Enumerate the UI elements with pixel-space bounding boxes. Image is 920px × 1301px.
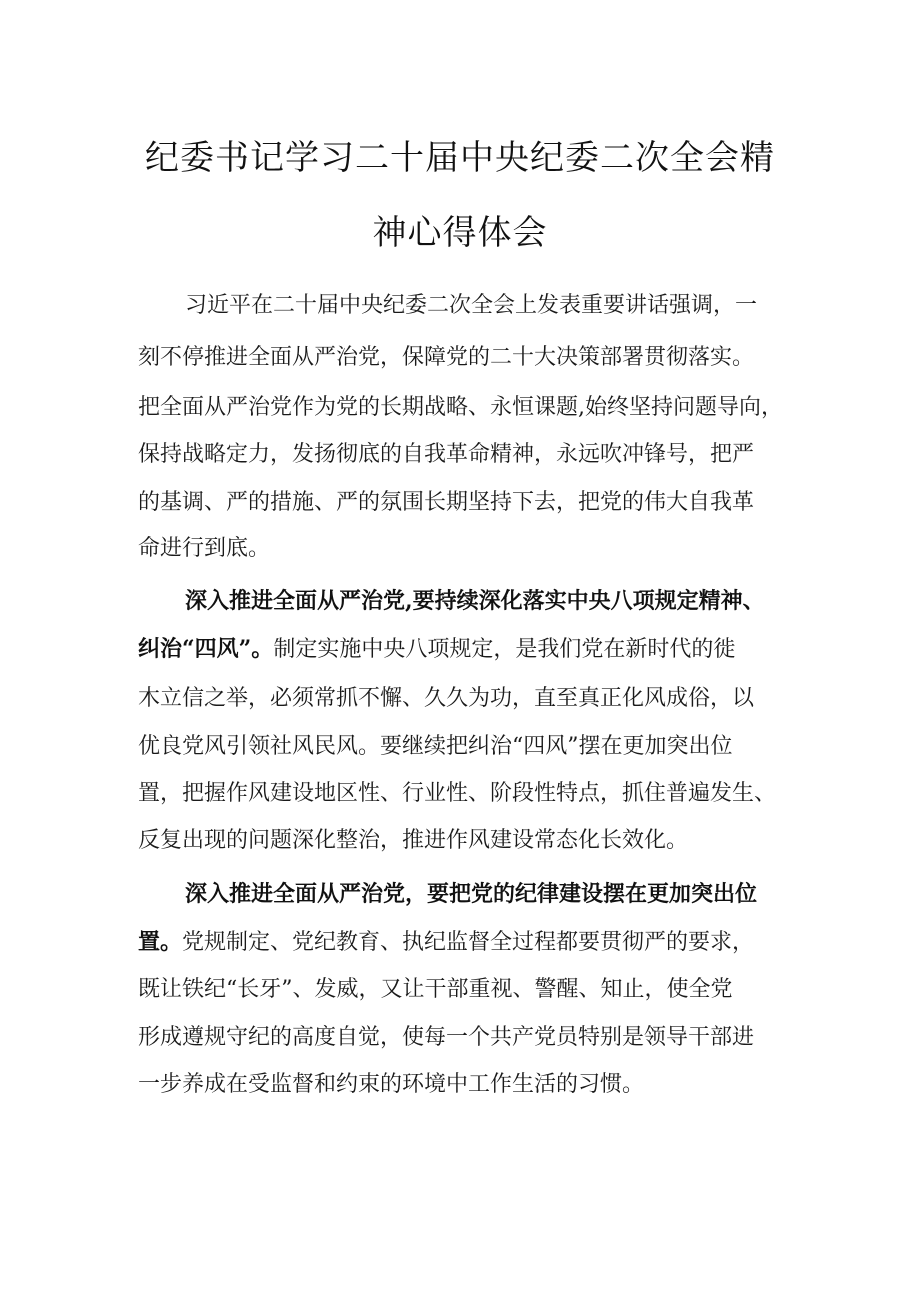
title-line-1: 纪委书记学习二十届中央纪委二次全会精 [145, 138, 775, 178]
p2-line-2-bold: 纠治“四风”。 [138, 636, 274, 662]
p1-line-3: 把全面从严治党作为党的长期战略、永恒课题,始终坚持问题导向， [138, 395, 783, 420]
p3-line-3: 既让铁纪“长牙”、发威，又让干部重视、警醒、知止，使全党 [138, 977, 733, 1002]
p2-line-2 [138, 634, 818, 665]
p1-line-6: 命进行到底。 [138, 536, 271, 561]
p3-line-5: 一步养成在受监督和约束的环境中工作生活的习惯。 [138, 1072, 645, 1097]
p1-line-4: 保持战略定力，发扬彻底的自我革命精神，永远吹冲锋号，把严 [138, 442, 755, 467]
p3-line-4: 形成遵规守纪的高度自觉，使每一个共产党员特别是领导干部进 [138, 1025, 755, 1050]
p3-line-2 [138, 927, 818, 958]
p1-line-1: 习近平在二十届中央纪委二次全会上发表重要讲话强调，一 [185, 293, 758, 318]
p3-line-1: 深入推进全面从严治党，要把党的纪律建设摆在更加突出位 [185, 881, 758, 907]
p2-line-4: 优良党风引领社风民风。要继续把纠治“四风”摆在更加突出位 [138, 734, 733, 759]
p2-line-3: 木立信之举，必须常抓不懈、久久为功，直至真正化风成俗，以 [138, 686, 755, 711]
p1-line-5: 的基调、严的措施、严的氛围长期坚持下去，把党的伟大自我革 [138, 490, 755, 515]
title-line-2: 神心得体会 [372, 213, 548, 253]
p2-line-2-rest: 制定实施中央八项规定，是我们党在新时代的徙 [273, 637, 736, 662]
p2-line-6: 反复出现的问题深化整治，推进作风建设常态化长效化。 [138, 828, 689, 853]
p1-line-2: 刻不停推进全面从严治党，保障党的二十大决策部署贯彻落实。 [138, 345, 755, 370]
p2-line-5: 置，把握作风建设地区性、行业性、阶段性特点，抓住普遍发生、 [138, 781, 777, 806]
p2-line-1: 深入推进全面从严治党,要持续深化落实中央八项规定精神、 [185, 588, 765, 614]
p3-line-2-rest: 党规制定、党纪教育、执纪监督全过程都要贯彻严的要求， [182, 930, 755, 955]
p3-line-2-bold: 置。 [138, 929, 183, 955]
